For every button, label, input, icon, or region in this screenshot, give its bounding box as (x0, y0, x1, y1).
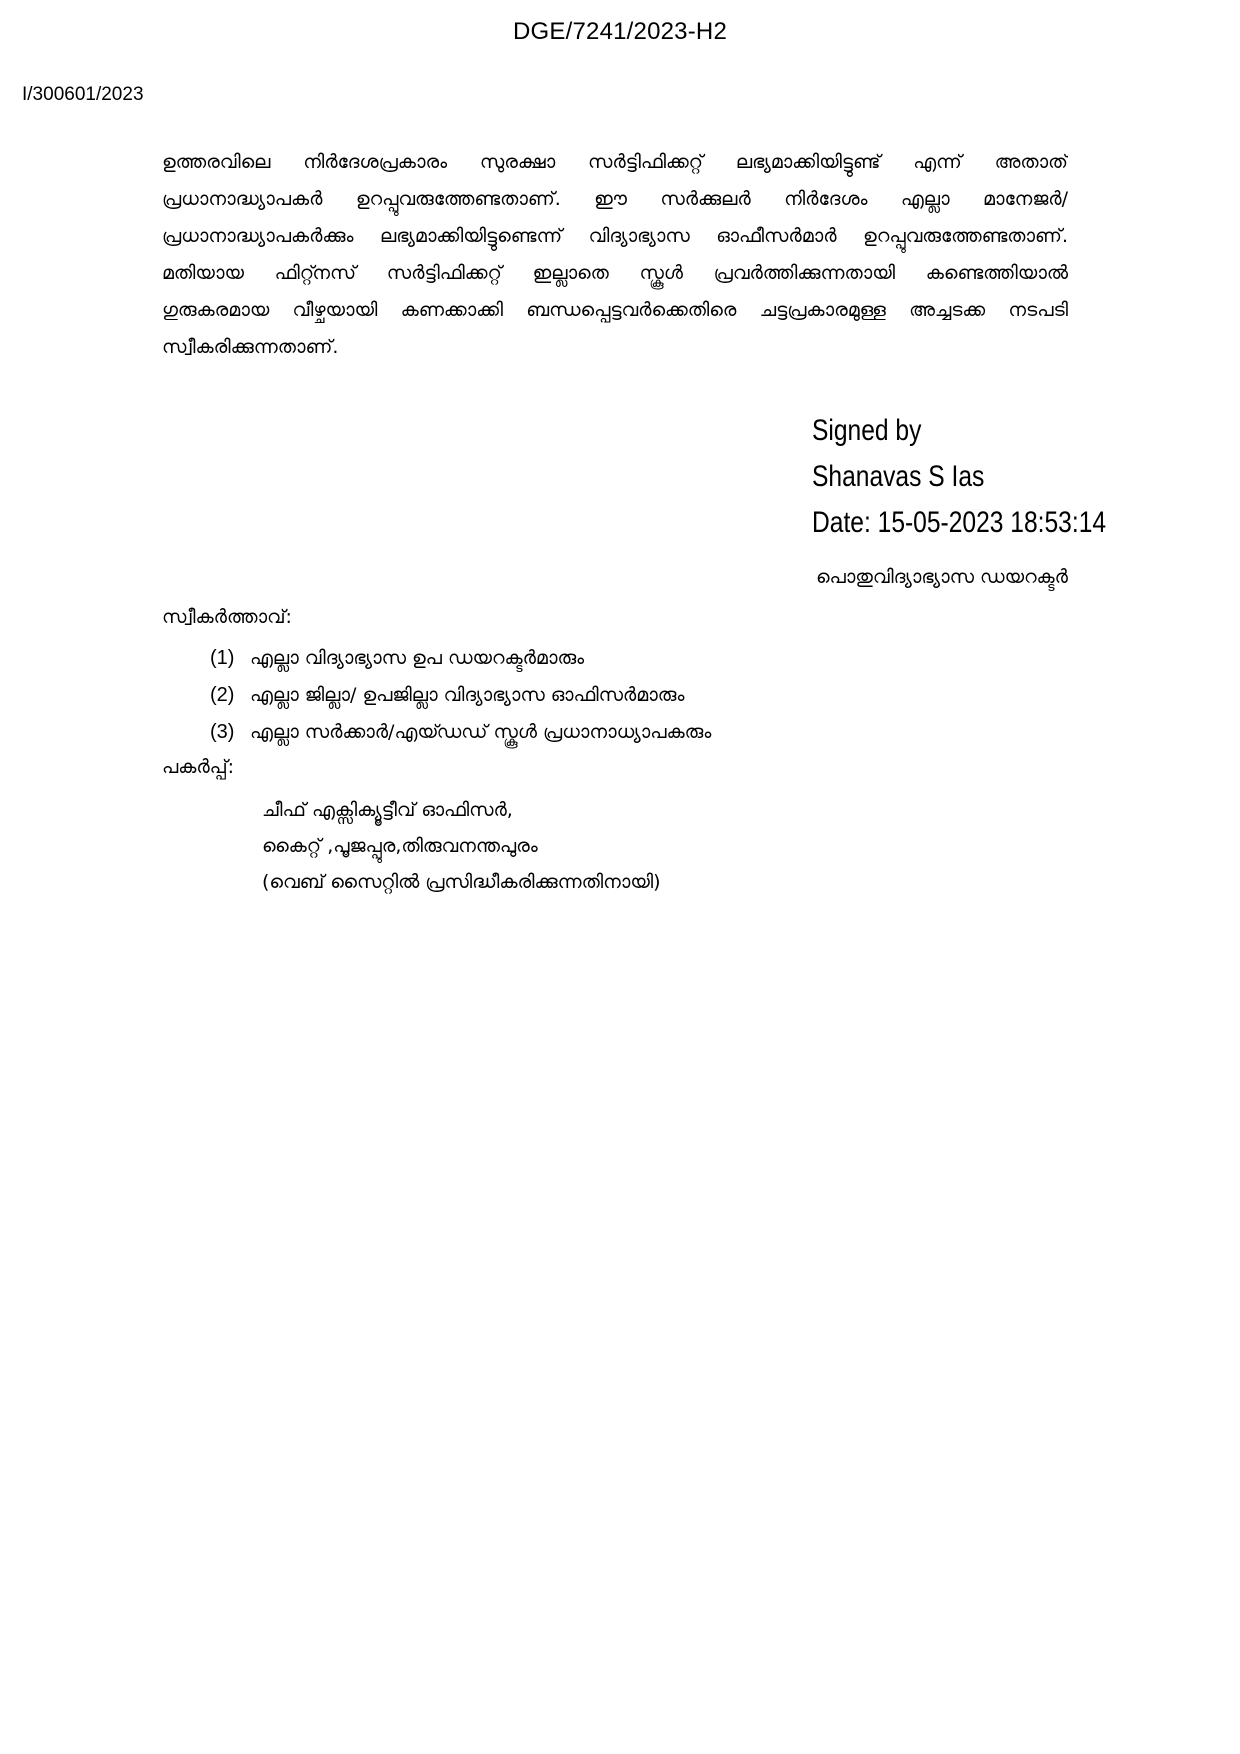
copy-to-line: (വെബ് സൈറ്റിൽ പ്രസിദ്ധീകരിക്കുന്നതിനായി) (262, 871, 661, 893)
copy-to-block (262, 792, 661, 900)
signature-date: Date: 15-05-2023 18:53:14 (812, 506, 1107, 539)
body-line: പ്രധാനാദ്ധ്യാപകർക്കും ലഭ്യമാക്കിയിട്ടുണ്ടെന്ന് വിദ്യാഭ്യാസ ഓഫീസർമാർ ഉറപ്പുവരുത്തേണ്ടതാണ്. (162, 225, 1068, 247)
signer-name: Shanavas S Ias (812, 460, 985, 493)
copy-to-line: കൈറ്റ് ,പൂജപ്പുര,തിരുവനന്തപുരം (262, 835, 538, 857)
circular-body-paragraph (162, 144, 1068, 366)
list-item (210, 714, 711, 751)
inward-number: I/300601/2023 (22, 84, 144, 105)
file-number: DGE/7241/2023-H2 (513, 18, 727, 45)
body-line: മതിയായ ഫിറ്റ്നസ് സർട്ടിഫിക്കറ്റ് ഇല്ലാതെ സ്കൂൾ പ്രവർത്തിക്കുന്നതായി കണ്ടെത്തിയാൽ (162, 262, 1068, 284)
digital-signature-block (812, 408, 1106, 546)
list-number: (3) (210, 721, 235, 743)
list-item (210, 677, 711, 714)
signed-by-label: Signed by (812, 414, 922, 447)
recipient-list (210, 640, 711, 751)
body-line: ഉത്തരവിലെ നിർദേശപ്രകാരം സുരക്ഷാ സർട്ടിഫിക്കറ്റ് ലഭ്യമാക്കിയിട്ടുണ്ട് എന്ന് അതാത് (162, 151, 1068, 173)
signer-designation: പൊതുവിദ്യാഭ്യാസ ഡയറക്ടർ (815, 566, 1068, 588)
body-line: ഗുരുകരമായ വീഴ്ചയായി കണക്കാക്കി ബന്ധപ്പെട്ടവർക്കെതിരെ ചട്ടപ്രകാരമുള്ള അച്ചടക്ക നടപടി (162, 299, 1068, 321)
recipient-text: എല്ലാ വിദ്യാഭ്യാസ ഉപ ഡയറക്ടർമാരും (250, 647, 585, 669)
list-number: (2) (210, 684, 235, 706)
copy-to-heading: പകർപ്പ്: (162, 756, 235, 778)
recipient-text: എല്ലാ ജില്ലാ/ ഉപജില്ലാ വിദ്യാഭ്യാസ ഓഫിസർമാരും (250, 684, 685, 706)
recipient-text: എല്ലാ സർക്കാർ/എയ്ഡഡ് സ്കൂൾ പ്രധാനാധ്യാപകരും (250, 721, 712, 743)
recipients-heading: സ്വീകർത്താവ്: (162, 606, 292, 628)
copy-to-line: ചീഫ് എക്സിക്യൂട്ടീവ് ഓഫിസർ, (262, 799, 513, 821)
list-number: (1) (210, 647, 235, 669)
list-item (210, 640, 711, 677)
body-line: സ്വീകരിക്കുന്നതാണ്. (162, 336, 339, 358)
body-line: പ്രധാനാദ്ധ്യാപകർ ഉറപ്പുവരുത്തേണ്ടതാണ്. ഈ സർക്കുലർ നിർദേശം എല്ലാ മാനേജർ/ (162, 188, 1068, 210)
